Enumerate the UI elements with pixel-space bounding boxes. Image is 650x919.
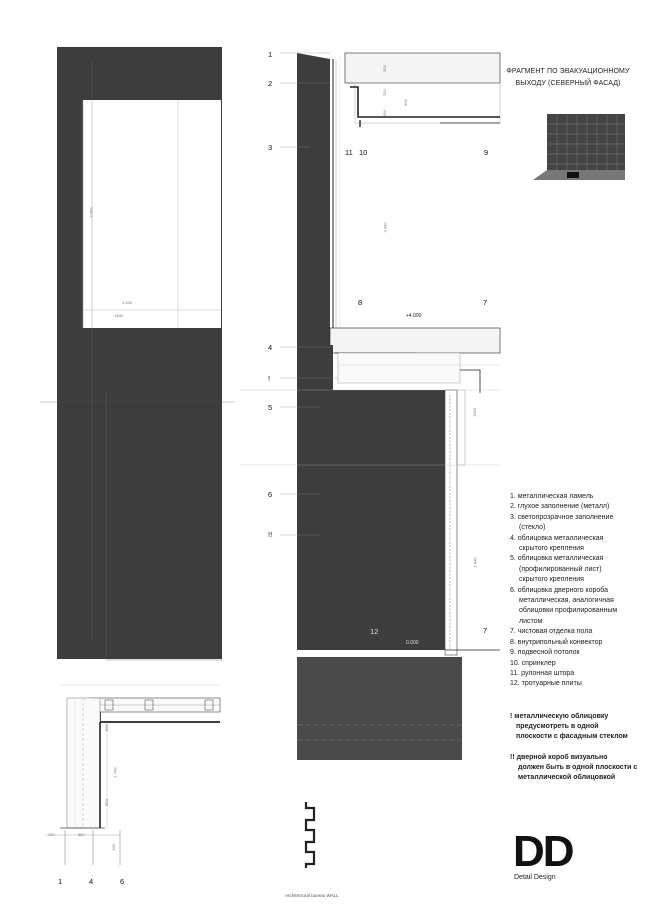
dim-slab-600: 600 — [402, 99, 408, 106]
callout-note-1: ! — [268, 374, 271, 383]
legend-item: 8. внутрипольный конвектор — [510, 638, 603, 646]
legend-item: 1. металлическая ламель — [510, 493, 594, 500]
plan-dim-850-top: 850 — [103, 724, 109, 731]
window-opening — [83, 100, 221, 328]
dim-slab-300: 300 — [381, 65, 387, 72]
upper-slab — [345, 53, 500, 83]
dim-door-height: 2 840 — [472, 557, 478, 568]
drawing-title — [503, 66, 633, 90]
legend-item: (профилированный лист) — [519, 565, 602, 573]
note-1-line: предусмотреть в одной — [516, 723, 599, 730]
callout-2: 2 — [268, 79, 273, 88]
level-mark-4000: +4.000 — [406, 313, 422, 319]
note-1 — [510, 712, 628, 742]
drawing-title-line1: ФРАГМЕНТ ПО ЭВАКУАЦИОННОМУ — [506, 68, 630, 75]
callout-7-lower: 7 — [483, 626, 488, 635]
plan-dim-100-b: 100 — [110, 844, 116, 851]
plan-dim-1700: 1 700 — [112, 767, 118, 778]
plan-wall-section — [67, 698, 100, 828]
glass-panel-dark — [297, 53, 330, 345]
profiled-sheet-edge — [445, 390, 457, 655]
mid-slab — [330, 328, 500, 353]
plan-dim-560: 560 — [78, 832, 85, 837]
callout-11: 11 — [345, 148, 353, 157]
dim-window-width: 1 540 — [122, 300, 133, 305]
legend-item: 6. облицовка дверного короба — [510, 586, 609, 594]
note-2 — [510, 753, 637, 783]
profile-sheet-detail — [288, 800, 328, 870]
ground-paving — [297, 657, 462, 760]
dim-glass-height: 3 000 — [382, 222, 388, 233]
note-1-line: ! металлическую облицовку — [510, 713, 609, 720]
legend-item: скрытого крепления — [519, 545, 584, 553]
callout-7-upper: 7 — [483, 298, 488, 307]
door-box-cladding — [297, 345, 445, 650]
plan-cladding-line — [100, 712, 220, 722]
callout-8: 8 — [358, 298, 363, 307]
dim-window-height: 3 300 — [88, 207, 94, 218]
legend-item: (стекло) — [519, 524, 546, 532]
legend-list — [510, 492, 617, 690]
level-mark-0000: 0.000 — [406, 640, 419, 646]
callout-1: 1 — [268, 50, 273, 59]
plan-callout-6: 6 — [120, 877, 125, 886]
legend-item: облицовки профилированным — [519, 607, 618, 615]
callout-5: 5 — [268, 403, 273, 412]
dd-logo: DD — [513, 827, 573, 876]
facade-section-drawing — [240, 45, 510, 770]
plan-dim-100: 100 — [48, 832, 55, 837]
profile-sheet-shape — [306, 802, 314, 868]
left-elevation-drawing — [40, 40, 235, 670]
dim-slab-350: 350 — [381, 110, 387, 117]
note-2-line: должен быть в одной плоскости с — [518, 764, 638, 771]
legend-item: листом — [519, 617, 543, 625]
note-2-line: металлической облицовкой — [518, 774, 616, 781]
note-2-line: !! дверной короб визуально — [510, 754, 608, 761]
legend-item: 11. рулонная штора — [510, 669, 575, 677]
logo-subtitle: Detail Design — [514, 874, 556, 881]
legend-item: металлическая, аналогичная — [519, 597, 614, 605]
drawing-title-line2: ВЫХОДУ (СЕВЕРНЫЙ ФАСАД) — [515, 80, 621, 87]
callout-10: 10 — [359, 148, 368, 157]
legend-item: 5. облицовка металлическая — [510, 555, 604, 563]
plan-callout-4: 4 — [89, 877, 94, 886]
callout-note-2: !! — [268, 530, 273, 539]
callout-3: 3 — [268, 143, 273, 152]
legend-item: 12. тротуарные плиты — [510, 680, 582, 688]
legend-item: скрытого крепления — [519, 576, 584, 584]
dim-window-inner: 1480 — [114, 313, 123, 318]
legend-item: 3. светопрозрачное заполнение — [510, 513, 614, 521]
legend-item: 9. подвесной потолок — [510, 649, 580, 657]
footer-credit: Architectural bureau WALL — [285, 893, 339, 898]
legend-item: 2. глухое заполнение (металл) — [510, 503, 610, 511]
dim-upper-box: 1150 — [471, 408, 477, 417]
plan-dim-850-bottom: 850 — [103, 799, 109, 806]
facade-thumbnail — [533, 112, 628, 182]
legend-item: 7. чистовая отделка пола — [510, 628, 593, 636]
plan-detail-drawing — [45, 680, 225, 875]
dim-slab-250: 250 — [381, 89, 387, 96]
callout-4: 4 — [268, 343, 273, 352]
suspended-ceiling-line — [350, 87, 500, 117]
callout-9: 9 — [484, 148, 489, 157]
note-1-line: плоскости с фасадным стеклом — [516, 733, 628, 740]
legend-item: 10. спринклер — [510, 659, 556, 667]
legend-item: 4. облицовка металлическая — [510, 534, 604, 542]
plan-callout-1: 1 — [58, 877, 63, 886]
callout-6: 6 — [268, 490, 273, 499]
callout-12: 12 — [370, 627, 379, 636]
